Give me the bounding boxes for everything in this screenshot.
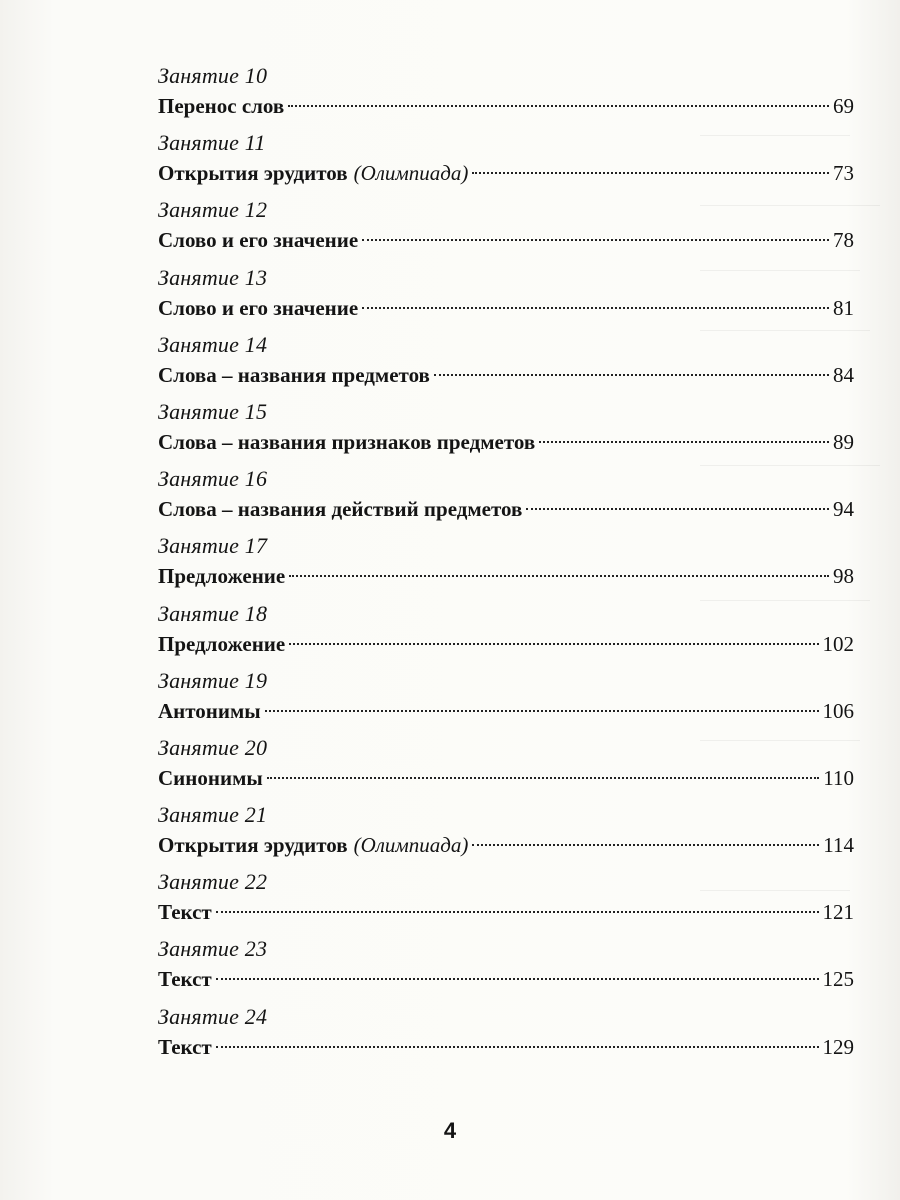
dot-leader (472, 844, 819, 846)
toc-entry (158, 868, 854, 935)
toc-page-number: 89 (833, 429, 854, 454)
lesson-title: Слова – названия действий предметов (158, 497, 523, 522)
page-number: 4 (443, 1118, 457, 1143)
lesson-label: Занятие 22 (158, 869, 268, 895)
dot-leader (216, 1046, 819, 1048)
toc-row (158, 1031, 854, 1063)
toc-page-number: 78 (833, 228, 854, 253)
toc-entry (158, 331, 854, 398)
lesson-title: Слово и его значение (158, 228, 359, 253)
dot-leader (526, 508, 829, 510)
dot-leader (362, 307, 829, 309)
toc-entry (158, 935, 854, 1002)
dot-leader (265, 710, 819, 712)
toc-page-number: 84 (833, 362, 854, 387)
toc-page-number: 110 (823, 765, 854, 790)
lesson-title: Синонимы (158, 765, 263, 790)
toc-entry (158, 600, 854, 667)
dot-leader (267, 777, 820, 779)
toc-page-number: 121 (822, 900, 854, 925)
lesson-title: Перенос слов (158, 94, 285, 118)
lesson-label: Занятие 13 (158, 264, 268, 290)
toc-row (158, 90, 854, 122)
dot-leader (288, 105, 829, 107)
toc-page-number: 81 (833, 295, 854, 320)
lesson-title: Слова – названия признаков предметов (158, 429, 536, 454)
lesson-label: Занятие 15 (158, 398, 268, 424)
lesson-note: (Олимпиада) (353, 161, 469, 186)
lesson-title: Открытия эрудитов (158, 161, 348, 186)
toc-entry (158, 196, 854, 263)
toc-page-number: 69 (833, 94, 854, 118)
dot-leader (216, 911, 819, 913)
lesson-title: Слова – названия предметов (158, 362, 430, 387)
lesson-title: Текст (158, 1034, 212, 1059)
dot-leader (472, 172, 829, 174)
toc-entry (158, 264, 854, 331)
dot-leader (362, 239, 829, 241)
toc-row (158, 292, 854, 324)
lesson-label: Занятие 12 (158, 197, 268, 223)
toc-page-number: 125 (822, 967, 854, 992)
lesson-label: Занятие 11 (158, 130, 266, 156)
lesson-title: Текст (158, 900, 212, 925)
dot-leader (289, 575, 829, 577)
lesson-label: Занятие 18 (158, 600, 268, 626)
lesson-label: Занятие 20 (158, 734, 268, 760)
lesson-title: Слово и его значение (158, 295, 359, 320)
toc-entry (158, 129, 854, 196)
toc-page-number: 98 (833, 564, 854, 589)
toc-page-number: 106 (822, 698, 854, 723)
toc-page-number: 102 (822, 631, 854, 656)
toc-row (158, 762, 854, 794)
dot-leader (434, 374, 829, 376)
table-of-contents (158, 62, 854, 1070)
lesson-title: Текст (158, 967, 212, 992)
toc-row (158, 560, 854, 592)
toc-row (158, 963, 854, 995)
toc-entry (158, 62, 854, 129)
lesson-label: Занятие 19 (158, 667, 268, 693)
toc-row (158, 896, 854, 928)
dot-leader (216, 978, 819, 980)
toc-entry (158, 801, 854, 868)
toc-row (158, 359, 854, 391)
toc-row (158, 426, 854, 458)
toc-entry (158, 1003, 854, 1070)
toc-row (158, 224, 854, 256)
lesson-label: Занятие 21 (158, 802, 268, 828)
toc-row (158, 695, 854, 727)
toc-entry (158, 398, 854, 465)
toc-row (158, 628, 854, 660)
lesson-label: Занятие 17 (158, 533, 268, 559)
toc-page-number: 73 (833, 161, 854, 186)
lesson-label: Занятие 16 (158, 466, 268, 492)
toc-entry (158, 465, 854, 532)
lesson-label: Занятие 24 (158, 1003, 268, 1029)
dot-leader (539, 441, 829, 443)
toc-entry (158, 667, 854, 734)
toc-entry (158, 532, 854, 599)
lesson-label: Занятие 14 (158, 331, 268, 357)
toc-row (158, 829, 854, 861)
toc-row (158, 157, 854, 189)
toc-page-number: 129 (822, 1034, 854, 1059)
toc-page-number: 94 (833, 497, 854, 522)
lesson-note: (Олимпиада) (353, 833, 469, 858)
lesson-title: Предложение (158, 564, 286, 589)
lesson-label: Занятие 23 (158, 936, 268, 962)
toc-entry (158, 734, 854, 801)
lesson-title: Предложение (158, 631, 286, 656)
lesson-title: Открытия эрудитов (158, 833, 348, 858)
toc-row (158, 493, 854, 525)
lesson-label: Занятие 10 (158, 63, 268, 88)
toc-page-number: 114 (823, 833, 854, 858)
dot-leader (289, 643, 818, 645)
lesson-title: Антонимы (158, 698, 261, 723)
